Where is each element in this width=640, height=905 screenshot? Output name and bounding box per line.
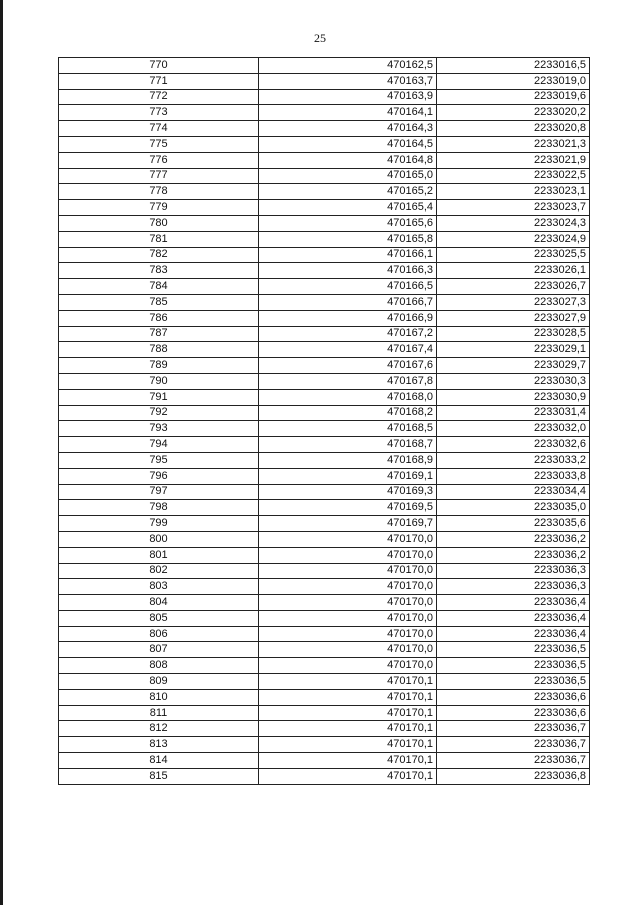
y-coordinate-cell: 2233023,7 <box>437 200 590 216</box>
y-coordinate-cell: 2233029,1 <box>437 342 590 358</box>
point-number-cell: 800 <box>59 531 259 547</box>
table-row <box>59 595 590 611</box>
coordinates-table <box>58 57 590 785</box>
point-number-cell: 789 <box>59 358 259 374</box>
x-coordinate-cell: 470170,1 <box>259 689 437 705</box>
x-coordinate-cell: 470165,6 <box>259 215 437 231</box>
point-number-cell: 815 <box>59 768 259 784</box>
x-coordinate-cell: 470166,9 <box>259 310 437 326</box>
y-coordinate-cell: 2233025,5 <box>437 247 590 263</box>
y-coordinate-cell: 2233026,7 <box>437 279 590 295</box>
table-row <box>59 105 590 121</box>
point-number-cell: 772 <box>59 89 259 105</box>
page-number: 25 <box>314 31 326 45</box>
point-number-cell: 790 <box>59 373 259 389</box>
table-row <box>59 610 590 626</box>
x-coordinate-cell: 470165,8 <box>259 231 437 247</box>
y-coordinate-cell: 2233036,7 <box>437 753 590 769</box>
y-coordinate-cell: 2233031,4 <box>437 405 590 421</box>
x-coordinate-cell: 470170,0 <box>259 547 437 563</box>
x-coordinate-cell: 470164,8 <box>259 152 437 168</box>
y-coordinate-cell: 2233036,5 <box>437 674 590 690</box>
table-row <box>59 516 590 532</box>
table-row <box>59 579 590 595</box>
y-coordinate-cell: 2233036,5 <box>437 658 590 674</box>
x-coordinate-cell: 470170,1 <box>259 721 437 737</box>
y-coordinate-cell: 2233027,3 <box>437 294 590 310</box>
x-coordinate-cell: 470170,1 <box>259 674 437 690</box>
y-coordinate-cell: 2233030,9 <box>437 389 590 405</box>
x-coordinate-cell: 470168,7 <box>259 437 437 453</box>
table-row <box>59 658 590 674</box>
table-row <box>59 452 590 468</box>
y-coordinate-cell: 2233036,8 <box>437 768 590 784</box>
x-coordinate-cell: 470169,7 <box>259 516 437 532</box>
y-coordinate-cell: 2233036,7 <box>437 721 590 737</box>
x-coordinate-cell: 470164,5 <box>259 136 437 152</box>
x-coordinate-cell: 470168,2 <box>259 405 437 421</box>
point-number-cell: 780 <box>59 215 259 231</box>
table-row <box>59 421 590 437</box>
x-coordinate-cell: 470169,3 <box>259 484 437 500</box>
point-number-cell: 811 <box>59 705 259 721</box>
x-coordinate-cell: 470170,0 <box>259 658 437 674</box>
x-coordinate-cell: 470163,9 <box>259 89 437 105</box>
point-number-cell: 801 <box>59 547 259 563</box>
point-number-cell: 770 <box>59 58 259 74</box>
y-coordinate-cell: 2233033,2 <box>437 452 590 468</box>
point-number-cell: 783 <box>59 263 259 279</box>
table-row <box>59 563 590 579</box>
point-number-cell: 798 <box>59 500 259 516</box>
x-coordinate-cell: 470170,0 <box>259 595 437 611</box>
x-coordinate-cell: 470170,0 <box>259 610 437 626</box>
y-coordinate-cell: 2233036,4 <box>437 626 590 642</box>
point-number-cell: 781 <box>59 231 259 247</box>
y-coordinate-cell: 2233036,4 <box>437 610 590 626</box>
table-row <box>59 121 590 137</box>
point-number-cell: 794 <box>59 437 259 453</box>
x-coordinate-cell: 470170,1 <box>259 737 437 753</box>
y-coordinate-cell: 2233027,9 <box>437 310 590 326</box>
y-coordinate-cell: 2233036,4 <box>437 595 590 611</box>
table-row <box>59 152 590 168</box>
table-row <box>59 247 590 263</box>
table-row <box>59 768 590 784</box>
table-row <box>59 136 590 152</box>
table-row <box>59 358 590 374</box>
y-coordinate-cell: 2233030,3 <box>437 373 590 389</box>
y-coordinate-cell: 2233036,6 <box>437 689 590 705</box>
y-coordinate-cell: 2233036,3 <box>437 579 590 595</box>
point-number-cell: 810 <box>59 689 259 705</box>
table-row <box>59 484 590 500</box>
y-coordinate-cell: 2233024,9 <box>437 231 590 247</box>
point-number-cell: 773 <box>59 105 259 121</box>
x-coordinate-cell: 470166,5 <box>259 279 437 295</box>
x-coordinate-cell: 470168,5 <box>259 421 437 437</box>
point-number-cell: 784 <box>59 279 259 295</box>
x-coordinate-cell: 470169,5 <box>259 500 437 516</box>
point-number-cell: 782 <box>59 247 259 263</box>
x-coordinate-cell: 470169,1 <box>259 468 437 484</box>
x-coordinate-cell: 470170,1 <box>259 753 437 769</box>
y-coordinate-cell: 2233024,3 <box>437 215 590 231</box>
y-coordinate-cell: 2233020,2 <box>437 105 590 121</box>
point-number-cell: 775 <box>59 136 259 152</box>
point-number-cell: 796 <box>59 468 259 484</box>
point-number-cell: 795 <box>59 452 259 468</box>
y-coordinate-cell: 2233036,7 <box>437 737 590 753</box>
y-coordinate-cell: 2233020,8 <box>437 121 590 137</box>
table-row <box>59 310 590 326</box>
point-number-cell: 787 <box>59 326 259 342</box>
table-row <box>59 500 590 516</box>
x-coordinate-cell: 470167,6 <box>259 358 437 374</box>
point-number-cell: 804 <box>59 595 259 611</box>
point-number-cell: 813 <box>59 737 259 753</box>
table-row <box>59 689 590 705</box>
table-row <box>59 547 590 563</box>
x-coordinate-cell: 470164,1 <box>259 105 437 121</box>
table-row <box>59 531 590 547</box>
point-number-cell: 779 <box>59 200 259 216</box>
x-coordinate-cell: 470170,0 <box>259 579 437 595</box>
y-coordinate-cell: 2233032,0 <box>437 421 590 437</box>
y-coordinate-cell: 2233026,1 <box>437 263 590 279</box>
point-number-cell: 803 <box>59 579 259 595</box>
y-coordinate-cell: 2233033,8 <box>437 468 590 484</box>
x-coordinate-cell: 470163,7 <box>259 73 437 89</box>
y-coordinate-cell: 2233036,3 <box>437 563 590 579</box>
y-coordinate-cell: 2233021,3 <box>437 136 590 152</box>
x-coordinate-cell: 470166,1 <box>259 247 437 263</box>
table-row <box>59 705 590 721</box>
y-coordinate-cell: 2233034,4 <box>437 484 590 500</box>
point-number-cell: 777 <box>59 168 259 184</box>
table-row <box>59 184 590 200</box>
x-coordinate-cell: 470170,0 <box>259 531 437 547</box>
scan-left-edge <box>0 0 3 905</box>
point-number-cell: 807 <box>59 642 259 658</box>
x-coordinate-cell: 470168,9 <box>259 452 437 468</box>
point-number-cell: 791 <box>59 389 259 405</box>
table-row <box>59 73 590 89</box>
table-row <box>59 326 590 342</box>
point-number-cell: 797 <box>59 484 259 500</box>
table-row <box>59 753 590 769</box>
table-row <box>59 642 590 658</box>
point-number-cell: 788 <box>59 342 259 358</box>
point-number-cell: 786 <box>59 310 259 326</box>
y-coordinate-cell: 2233036,6 <box>437 705 590 721</box>
point-number-cell: 799 <box>59 516 259 532</box>
point-number-cell: 805 <box>59 610 259 626</box>
point-number-cell: 808 <box>59 658 259 674</box>
x-coordinate-cell: 470170,1 <box>259 768 437 784</box>
table-row <box>59 389 590 405</box>
coordinates-table-body <box>59 58 590 785</box>
table-row <box>59 263 590 279</box>
table-row <box>59 58 590 74</box>
y-coordinate-cell: 2233023,1 <box>437 184 590 200</box>
x-coordinate-cell: 470168,0 <box>259 389 437 405</box>
x-coordinate-cell: 470165,4 <box>259 200 437 216</box>
table-row <box>59 737 590 753</box>
point-number-cell: 778 <box>59 184 259 200</box>
table-row <box>59 342 590 358</box>
x-coordinate-cell: 470162,5 <box>259 58 437 74</box>
y-coordinate-cell: 2233036,2 <box>437 547 590 563</box>
x-coordinate-cell: 470170,0 <box>259 563 437 579</box>
y-coordinate-cell: 2233035,6 <box>437 516 590 532</box>
point-number-cell: 814 <box>59 753 259 769</box>
y-coordinate-cell: 2233019,0 <box>437 73 590 89</box>
table-row <box>59 294 590 310</box>
x-coordinate-cell: 470165,0 <box>259 168 437 184</box>
table-row <box>59 405 590 421</box>
table-row <box>59 468 590 484</box>
point-number-cell: 792 <box>59 405 259 421</box>
point-number-cell: 809 <box>59 674 259 690</box>
point-number-cell: 802 <box>59 563 259 579</box>
x-coordinate-cell: 470166,3 <box>259 263 437 279</box>
point-number-cell: 774 <box>59 121 259 137</box>
y-coordinate-cell: 2233035,0 <box>437 500 590 516</box>
table-row <box>59 373 590 389</box>
y-coordinate-cell: 2233036,5 <box>437 642 590 658</box>
point-number-cell: 771 <box>59 73 259 89</box>
x-coordinate-cell: 470170,1 <box>259 705 437 721</box>
y-coordinate-cell: 2233016,5 <box>437 58 590 74</box>
point-number-cell: 776 <box>59 152 259 168</box>
y-coordinate-cell: 2233022,5 <box>437 168 590 184</box>
x-coordinate-cell: 470170,0 <box>259 626 437 642</box>
table-row <box>59 231 590 247</box>
y-coordinate-cell: 2233029,7 <box>437 358 590 374</box>
table-row <box>59 626 590 642</box>
point-number-cell: 812 <box>59 721 259 737</box>
table-row <box>59 437 590 453</box>
x-coordinate-cell: 470167,2 <box>259 326 437 342</box>
table-row <box>59 279 590 295</box>
y-coordinate-cell: 2233032,6 <box>437 437 590 453</box>
point-number-cell: 793 <box>59 421 259 437</box>
x-coordinate-cell: 470165,2 <box>259 184 437 200</box>
x-coordinate-cell: 470164,3 <box>259 121 437 137</box>
table-row <box>59 168 590 184</box>
table-row <box>59 721 590 737</box>
point-number-cell: 785 <box>59 294 259 310</box>
table-row <box>59 89 590 105</box>
table-row <box>59 200 590 216</box>
table-row <box>59 674 590 690</box>
y-coordinate-cell: 2233021,9 <box>437 152 590 168</box>
y-coordinate-cell: 2233028,5 <box>437 326 590 342</box>
x-coordinate-cell: 470166,7 <box>259 294 437 310</box>
y-coordinate-cell: 2233036,2 <box>437 531 590 547</box>
x-coordinate-cell: 470167,8 <box>259 373 437 389</box>
x-coordinate-cell: 470170,0 <box>259 642 437 658</box>
point-number-cell: 806 <box>59 626 259 642</box>
x-coordinate-cell: 470167,4 <box>259 342 437 358</box>
y-coordinate-cell: 2233019,6 <box>437 89 590 105</box>
table-row <box>59 215 590 231</box>
